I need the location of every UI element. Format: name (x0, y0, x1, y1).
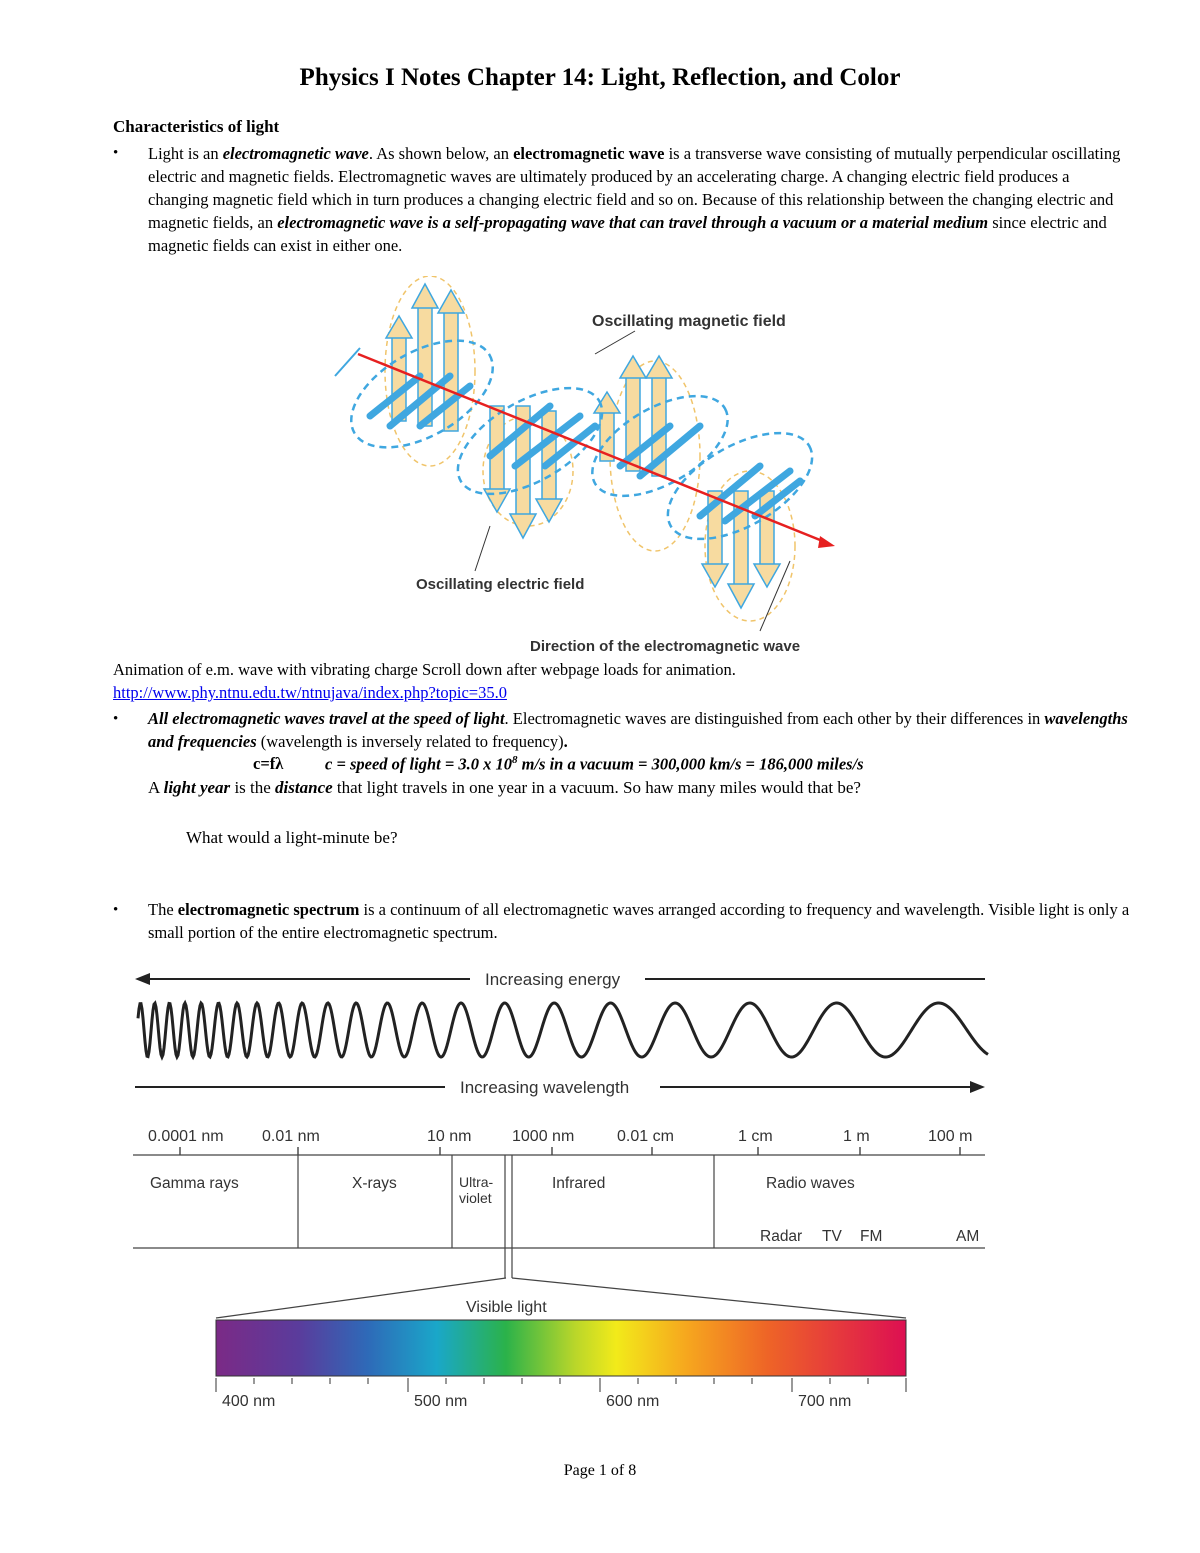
section-heading: Characteristics of light (113, 117, 280, 136)
radio-radar: Radar (760, 1228, 803, 1245)
increasing-energy-label: Increasing energy (485, 970, 621, 989)
label-wave-direction: Direction of the electromagnetic wave (530, 638, 801, 655)
band-radio-waves: Radio waves (766, 1175, 855, 1192)
animation-text: Animation of e.m. wave with vibrating charge Scroll down after webpage loads for animation. (113, 660, 736, 679)
scale-label: 0.01 cm (617, 1128, 674, 1145)
visible-light-label: Visible light (466, 1299, 547, 1316)
light-minute-question: What would a light-minute be? (186, 828, 398, 847)
band-ultraviolet-2: violet (459, 1190, 492, 1206)
formula-c-f-lambda: c=fλ (253, 754, 284, 773)
scale-label: 1000 nm (512, 1128, 575, 1145)
visible-scale-label: 400 nm (222, 1393, 276, 1410)
visible-scale-label: 700 nm (798, 1393, 852, 1410)
scale-label: 100 m (928, 1128, 973, 1145)
radio-tv: TV (822, 1228, 842, 1245)
em-spectrum-diagram (130, 960, 1000, 1420)
scale-label: 1 cm (738, 1128, 773, 1145)
bullet: • (113, 145, 119, 161)
page-footer: Page 1 of 8 (563, 1462, 637, 1479)
band-infrared: Infrared (552, 1175, 606, 1192)
paragraph-em-spectrum: The electromagnetic spectrum is a continuum of all electromagnetic waves arranged according to frequency and wavelength. Visible light is only a small portion of the entire electromagnetic spectrum. (148, 900, 1130, 942)
radio-fm: FM (860, 1228, 883, 1245)
scale-label: 1 m (843, 1128, 870, 1145)
visible-scale-label: 500 nm (414, 1393, 468, 1410)
band-gamma-rays: Gamma rays (150, 1175, 239, 1192)
label-electric-field: Oscillating electric field (416, 576, 585, 593)
scale-label: 0.01 nm (262, 1128, 320, 1145)
paragraph-speed-of-light: All electromagnetic waves travel at the speed of light. Electromagnetic waves are distinguished from each other by their differences in wavelengths and frequencies (wavelength is inversely related to frequency). (148, 709, 1128, 751)
animation-link[interactable]: http://www.phy.ntnu.edu.tw/ntnujava/index.php?topic=35.0 (113, 683, 507, 702)
bullet: • (113, 902, 119, 918)
page-title: Physics I Notes Chapter 14: Light, Reflection, and Color (299, 64, 901, 91)
em-wave-diagram (330, 276, 870, 656)
band-ultraviolet: Ultra- (459, 1174, 494, 1190)
bullet: • (113, 711, 119, 727)
formula-speed-of-light: c = speed of light = 3.0 x $10^8$ m/s in a vacuum = 300,000 km/s = 186,000 miles/s (325, 754, 864, 774)
scale-label: 0.0001 nm (148, 1128, 224, 1145)
increasing-wavelength-label: Increasing wavelength (460, 1078, 630, 1097)
wave-curve (138, 1003, 988, 1057)
light-year-text: A light year is the distance that light travels in one year in a vacuum. So haw many miles would that be? (148, 778, 861, 797)
radio-am: AM (956, 1228, 980, 1245)
scale-label: 10 nm (427, 1128, 472, 1145)
visible-scale-label: 600 nm (606, 1393, 660, 1410)
band-x-rays: X-rays (352, 1175, 397, 1192)
visible-spectrum-bar (216, 1320, 906, 1376)
label-magnetic-field: Oscillating magnetic field (592, 313, 786, 330)
paragraph-em-wave: Light is an electromagnetic wave. As shown below, an electromagnetic wave is a transverse wave consisting of mutually perpendicular oscillating electric and magnetic fields. Electromagnetic waves are ultimately produced by an accelerating charge. A changing electric field produces a changing magnetic field which in turn produces a changing electric field and so on. Because of this relationship between the changing electric and magnetic fields, an electromagnetic wave is a self-propagating wave that can travel through a vacuum or a material medium since electric and magnetic fields can exist in either one. (148, 144, 1121, 255)
